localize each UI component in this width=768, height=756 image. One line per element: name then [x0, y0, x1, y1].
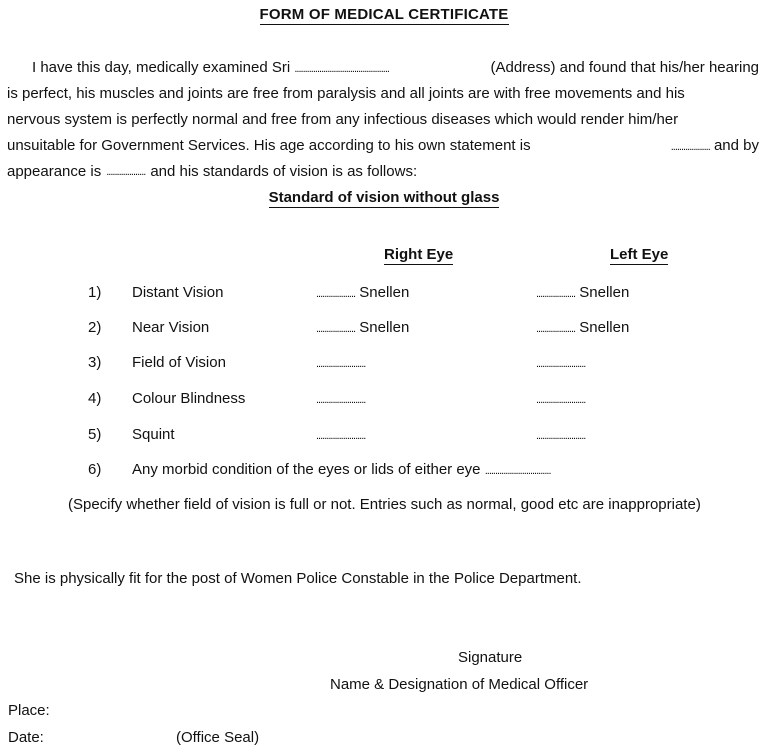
- right-eye-field[interactable]: ................... Snellen: [316, 319, 410, 336]
- left-eye-field[interactable]: ................... Snellen: [536, 319, 630, 336]
- age-blank[interactable]: ...................: [670, 141, 710, 153]
- appearance-age-blank[interactable]: ...................: [106, 166, 146, 178]
- row-number: 5): [88, 426, 102, 443]
- form-title: FORM OF MEDICAL CERTIFICATE: [259, 6, 509, 23]
- para-line-4: unsuitable for Government Services. His age according to his own statement is ................... and by: [7, 137, 759, 154]
- para-line-3: nervous system is perfectly normal and free from any infectious diseases which would render him/her: [7, 111, 679, 128]
- row-number: 3): [88, 354, 102, 371]
- row-label: Distant Vision: [132, 284, 224, 301]
- left-eye-field[interactable]: ........................: [536, 430, 586, 442]
- row-label: Colour Blindness: [132, 390, 246, 407]
- row-number: 4): [88, 390, 102, 407]
- morbid-condition-blank[interactable]: ................................: [484, 465, 551, 477]
- right-eye-header: Right Eye: [384, 246, 454, 263]
- name-blank[interactable]: ..............................................: [294, 63, 389, 75]
- vision-note: (Specify whether field of vision is full or not. Entries such as normal, good etc are inappropriate): [68, 496, 701, 513]
- office-seal-label: (Office Seal): [176, 729, 260, 746]
- left-eye-field[interactable]: ........................: [536, 394, 586, 406]
- left-eye-field[interactable]: ........................: [536, 358, 586, 370]
- right-eye-field[interactable]: ........................: [316, 358, 366, 370]
- para-line-5: appearance is ................... and his standards of vision is as follows:: [7, 161, 759, 187]
- row-label: Field of Vision: [132, 354, 226, 371]
- right-eye-field[interactable]: ........................: [316, 394, 366, 406]
- officer-designation-label: Name & Designation of Medical Officer: [330, 676, 589, 693]
- vision-standard-title: Standard of vision without glass: [268, 189, 500, 206]
- para-line-2: is perfect, his muscles and joints are free from paralysis and all joints are with free movements and his: [7, 85, 685, 102]
- row-number: 1): [88, 284, 102, 301]
- row-number: 6): [88, 461, 102, 478]
- right-eye-field[interactable]: ................... Snellen: [316, 284, 410, 301]
- row-number: 2): [88, 319, 102, 336]
- row-label: Near Vision: [132, 319, 210, 336]
- row-label: Squint: [132, 426, 175, 443]
- para-line-1: I have this day, medically examined Sri .............................................. (Address) and found that his/her hearing: [32, 59, 759, 76]
- signature-label: Signature: [458, 649, 523, 666]
- left-eye-header: Left Eye: [610, 246, 669, 263]
- certificate-paragraph: [7, 57, 759, 187]
- morbid-condition-row: Any morbid condition of the eyes or lids of either eye ................................: [132, 461, 551, 478]
- fitness-statement: She is physically fit for the post of Women Police Constable in the Police Department.: [14, 570, 582, 587]
- right-eye-field[interactable]: ........................: [316, 430, 366, 442]
- date-label: Date:: [8, 729, 44, 746]
- place-label: Place:: [8, 702, 50, 719]
- left-eye-field[interactable]: ................... Snellen: [536, 284, 630, 301]
